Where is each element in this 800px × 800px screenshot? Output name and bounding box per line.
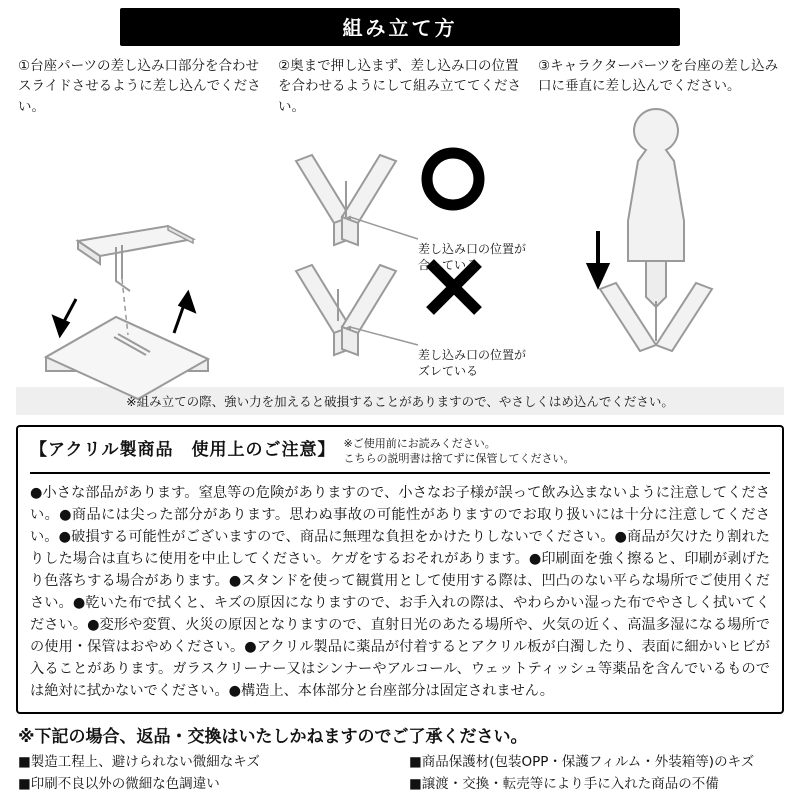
ng-label: 差し込み口の位置がズレている [418, 347, 527, 378]
list-item: ■印刷不良以外の微細な色調違い [18, 776, 220, 793]
step-2-diagram [278, 121, 528, 381]
step-1-text: ①台座パーツの差し込み口部分を合わせスライドさせるように差し込んでください。 [18, 58, 261, 115]
caution-subnote [344, 435, 575, 467]
step-2-text: ②奥まで押し込まず、差し込み口の位置を合わせるようにして組み立ててください。 [278, 58, 521, 115]
return-policy-right [409, 752, 782, 795]
step-3-illustration [538, 101, 788, 356]
step-3-text: ③キャラクターパーツを台座の差し込み口に垂直に差し込んでください。 [538, 58, 779, 95]
divider [30, 472, 770, 474]
page-title: 組み立て方 [120, 8, 680, 46]
caution-subnote-line1: ※ご使用前にお読みください。 [343, 436, 496, 450]
caution-subnote-line2: こちらの説明書は捨てずに保管してください。 [343, 451, 575, 465]
assembly-note: ※組み立ての際、強い力を加えると破損することがありますので、やさしくはめ込んでください。 [16, 387, 784, 415]
caution-body: ●小さな部品があります。窒息等の危険がありますので、小さなお子様が誤って飲み込まないように注意してください。●商品には尖った部分があります。思わぬ事故の可能性がありますのでお取り扱いには十分に注意してください。●破損する可能性がございますので、商品に無理な負担をかけたりしないでください。●商品が欠けたり割れたりした場合は直ちに使用を中止してください。ケガをするおそれがあります。●印刷面を強く擦ると、印刷が剥げたり色落ちする場合があります。●スタンドを使って観賞用として使用する際は、凹凸のない平らな場所でご使用ください。●乾いた布で拭くと、キズの原因になりますので、お手入れの際は、やわらかい湿った布でやさしく拭いてください。●変形や変質、火災の原因となりますので、直射日光のあたる場所や、火気の近く、高温多湿になる場所での使用・保管はおやめください。●アクリル製品に薬品が付着するとアクリル板が白濁したり、表面に細かいヒビが入ることがあります。ガラスクリーナー又はシンナーやアルコール、ウェットティッシュ等薬品を含んでいるものでは絶対に拭かないでください。●構造上、本体部分と台座部分は固定されません。 [30, 485, 770, 700]
step-2 [278, 56, 528, 381]
return-policy-left [18, 752, 391, 795]
step-1 [18, 56, 268, 381]
ok-label: 差し込み口の位置が合っている [418, 241, 527, 272]
step-3-diagram [538, 101, 788, 361]
steps-row [10, 56, 790, 381]
step-1-illustration [18, 121, 268, 371]
list-item: ■譲渡・交換・転売等により手に入れた商品の不備 [409, 776, 719, 793]
step-1-diagram [18, 121, 268, 381]
caution-title: 【アクリル製商品 使用上のご注意】 [30, 439, 336, 460]
step-3 [538, 56, 788, 381]
circle-mark-icon [427, 153, 479, 205]
list-item: ■製造工程上、避けられない微細なキズ [18, 754, 260, 771]
return-policy [18, 722, 782, 795]
caution-box [16, 425, 784, 715]
list-item: ■商品保護材(包装OPP・保護フィルム・外装箱等)のキズ [409, 754, 755, 771]
return-policy-title: ※下記の場合、返品・交換はいたしかねますのでご了承ください。 [18, 727, 528, 748]
